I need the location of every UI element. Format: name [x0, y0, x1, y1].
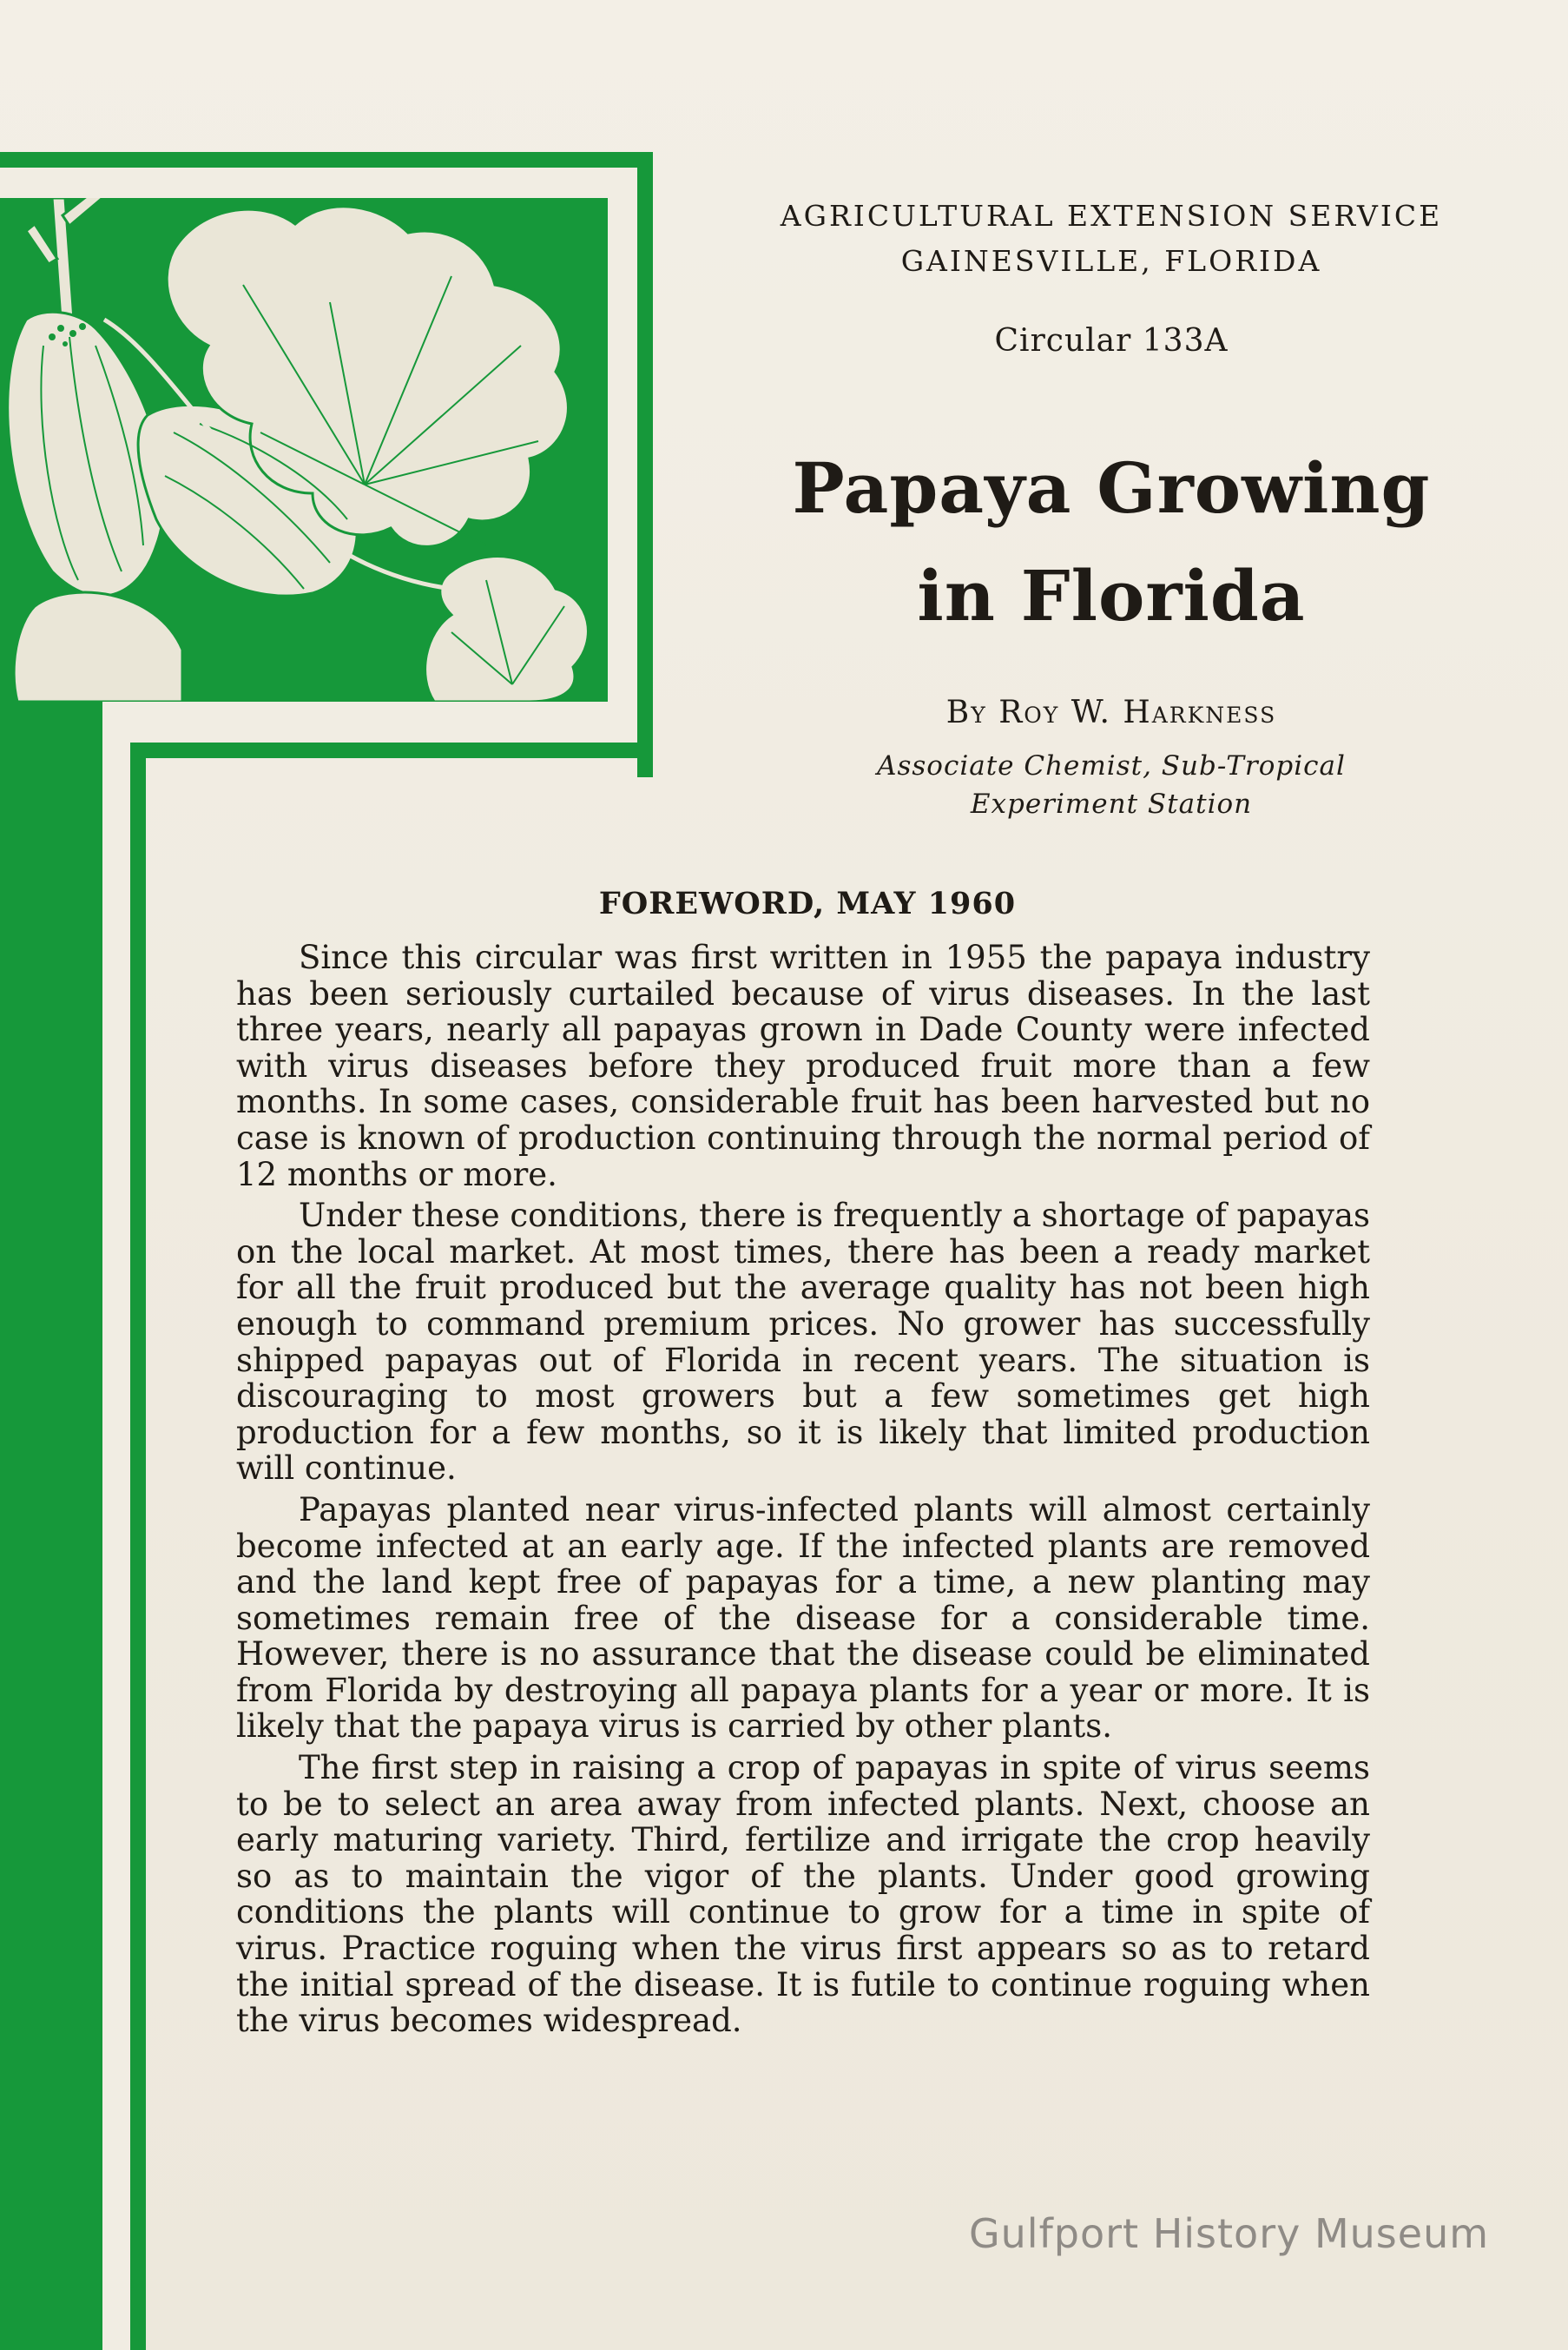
border-gap [0, 168, 637, 198]
affiliation-line: Associate Chemist, Sub-Tropical [877, 750, 1346, 782]
border-gap [102, 743, 130, 2350]
page-title [677, 434, 1545, 650]
paragraph: Under these conditions, there is frequently a shortage of papayas on the local market. At most times, there has been a ready market for all the fruit produced but the average quality has not been high enough to command premium prices. No grower has successfully shipped papayas out of Florida in recent years. The situation is discouraging to most growers but a few sometimes get high production for a few months, so it is likely that limited production will continue. [236, 1197, 1370, 1488]
green-side-strip [0, 702, 102, 2350]
green-border-right [637, 152, 653, 777]
location-line: GAINESVILLE, FLORIDA [900, 244, 1322, 278]
agency-header [677, 194, 1545, 284]
title-line: in Florida [917, 555, 1306, 637]
title-line: Papaya Growing [792, 447, 1431, 529]
green-inner-border-top [130, 743, 653, 758]
author-prefix: By [945, 695, 987, 730]
paragraph: Since this circular was first written in 1955 the papaya industry has been seriously curtailed because of virus diseases. In the last three years, nearly all papayas grown in Dade County were infected with virus diseases before they produced fruit more than a few months. In some cases, considerable fruit has been harvested but no case is known of production continuing through the normal period of 12 months or more. [236, 939, 1370, 1193]
green-border-top [0, 152, 653, 168]
papaya-illustration-icon [0, 198, 608, 702]
paragraph: Papayas planted near virus-infected plants will almost certainly become infected at an early age. If the infected plants are removed and the land kept free of papayas for a time, a new planting may sometimes remain free of the disease for a considerable time. However, there is no assurance that the disease could be eliminated from Florida by destroying all papaya plants for a year or more. It is likely that the papaya virus is carried by other plants. [236, 1490, 1370, 1746]
foreword-body [236, 940, 1370, 2044]
museum-watermark: Gulfport History Museum [969, 2210, 1490, 2257]
affiliation-line: Experiment Station [970, 789, 1253, 820]
foreword-heading: FOREWORD, MAY 1960 [598, 886, 1017, 921]
author-byline [677, 695, 1545, 730]
circular-number: Circular 133A [994, 323, 1229, 359]
agency-line: AGRICULTURAL EXTENSION SERVICE [780, 199, 1443, 233]
green-inner-border-left [130, 743, 146, 2350]
paragraph: The first step in raising a crop of papayas in spite of virus seems to be to select an area away from infected plants. Next, choose an early maturing variety. Third, fertilize and irrigate the crop heavily so as to maintain the vigor of the plants. Under good growing conditions the plants will continue to grow for a time in spite of virus. Practice roguing when the virus first appears so as to retard the initial spread of the disease. It is futile to continue roguing when the virus becomes widespread. [236, 1749, 1370, 2040]
border-gap [608, 168, 637, 743]
author-affiliation [677, 747, 1545, 823]
border-gap [102, 702, 637, 743]
author-name: Roy W. Harkness [998, 695, 1277, 730]
